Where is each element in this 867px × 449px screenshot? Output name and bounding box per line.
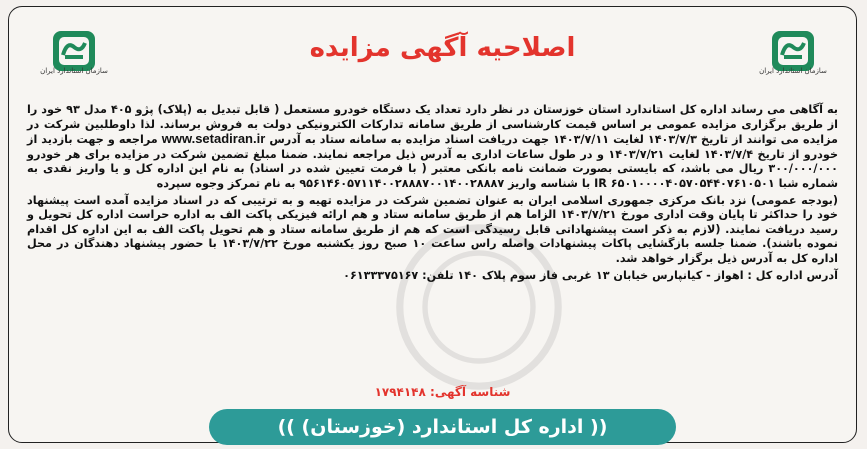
website-link[interactable]: www.setadiran.ir: [161, 131, 266, 147]
ad-identifier: شناسه آگهی: ۱۷۹۴۱۴۸: [374, 385, 511, 399]
notice-paragraph: [27, 103, 838, 192]
notice-address: آدرس اداره کل : اهواز - کیانپارس خیابان ۱۳ غربی فاز سوم پلاک ۱۴۰ تلفن: ۰۶۱۳۳۳۷۵۱۶۷: [343, 268, 838, 282]
notice-paragraph-intro: به آگاهی می رساند اداره کل استاندارد استان خوزستان در نظر دارد تعداد یک دستگاه خودرو مستعمل ( قابل تبدیل به (پلاک) پژو ۴۰۵ مدل ۹۳ خود را از طریق برگزاری مزایده عمومی بر اساس قیمت کارشناسی از طریق سامانه تدارکات الکترونیکی دولت به فروش برساند. لذا داوطلبین شرکت در مزایده می توانند از تاریخ ۱۴۰۳/۷/۳ لغایت ۱۴۰۳/۷/۱۱ جهت دریافت اسناد مزایده به سامانه ستاد به آدرس: [27, 103, 838, 147]
logo-caption: سازمان استاندارد ایران: [759, 67, 827, 75]
footer-banner-text: (( اداره کل استاندارد (خوزستان) )): [277, 416, 608, 438]
standard-logo-icon: [45, 19, 103, 91]
notice-title: اصلاحیه آگهی مزایده: [309, 33, 576, 63]
notice-paragraph-submission: (بودجه عمومی) نزد بانک مرکزی جمهوری اسلامی ایران به عنوان تضمین شرکت در مزایده تهیه و به ترتیبی که در اسناد مزایده آمده است پیشنهاد خود را حداکثر تا پایان وقت اداری مورخ ۱۴۰۳/۷/۲۱ الزاما هم از طریق سامانه ستاد و هم ارائه فیزیکی پاکت الف به اداره حراست اداره کل تحویل و رسید دریافت نمایند. (لازم به ذکر است پیشنهاداتی قابل رسیدگی است که هم از طریق سامانه ستاد و هم تحویل پاکت الف به این اداره کل اقدام نموده باشند). ضمنا جلسه بازگشایی پاکات پیشنهادات واصله راس ساعت ۱۰ صبح روز یکشنبه مورخ ۱۴۰۳/۷/۲۲ با حضور پیشنهاد دهندگان در محل اداره کل به آدرس ذیل برگزار خواهد شد.: [27, 193, 838, 265]
notice-paragraph-deposit: مراجعه و جهت بازدید از خودرو از تاریخ ۱۴۰۳/۷/۴ لغایت ۱۴۰۳/۷/۲۱ و در طول ساعات اداری به آدرس ذیل مراجعه نمایند. ضمنا مبلغ تضمین شرکت در مزایده برای هر خودرو ۳۰۰/۰۰۰/۰۰۰ ریال می باشد، که بایستی بصورت ضمانت نامه بانکی معتبر ( با فرمت تعیین شده در اسناد) به نام این اداره کل و یا واریز نقدی به شماره شبا IR ۶۵۰۱۰۰۰۰۴۰۵۷۰۵۴۴۰۷۶۱۰۵۰۱ با شناسه واریز ۹۵۶۱۴۶۰۵۷۱۱۴۰۰۲۸۸۸۷۰۰۱۴۰۰۲۸۸۸۷ به نام تمرکز وجوه سپرده: [27, 133, 839, 190]
notice-body: [27, 103, 838, 285]
footer-banner: [209, 409, 676, 445]
standard-logo-icon: [764, 19, 822, 91]
logo-caption: سازمان استاندارد ایران: [40, 67, 108, 75]
notice-frame: [8, 6, 857, 443]
